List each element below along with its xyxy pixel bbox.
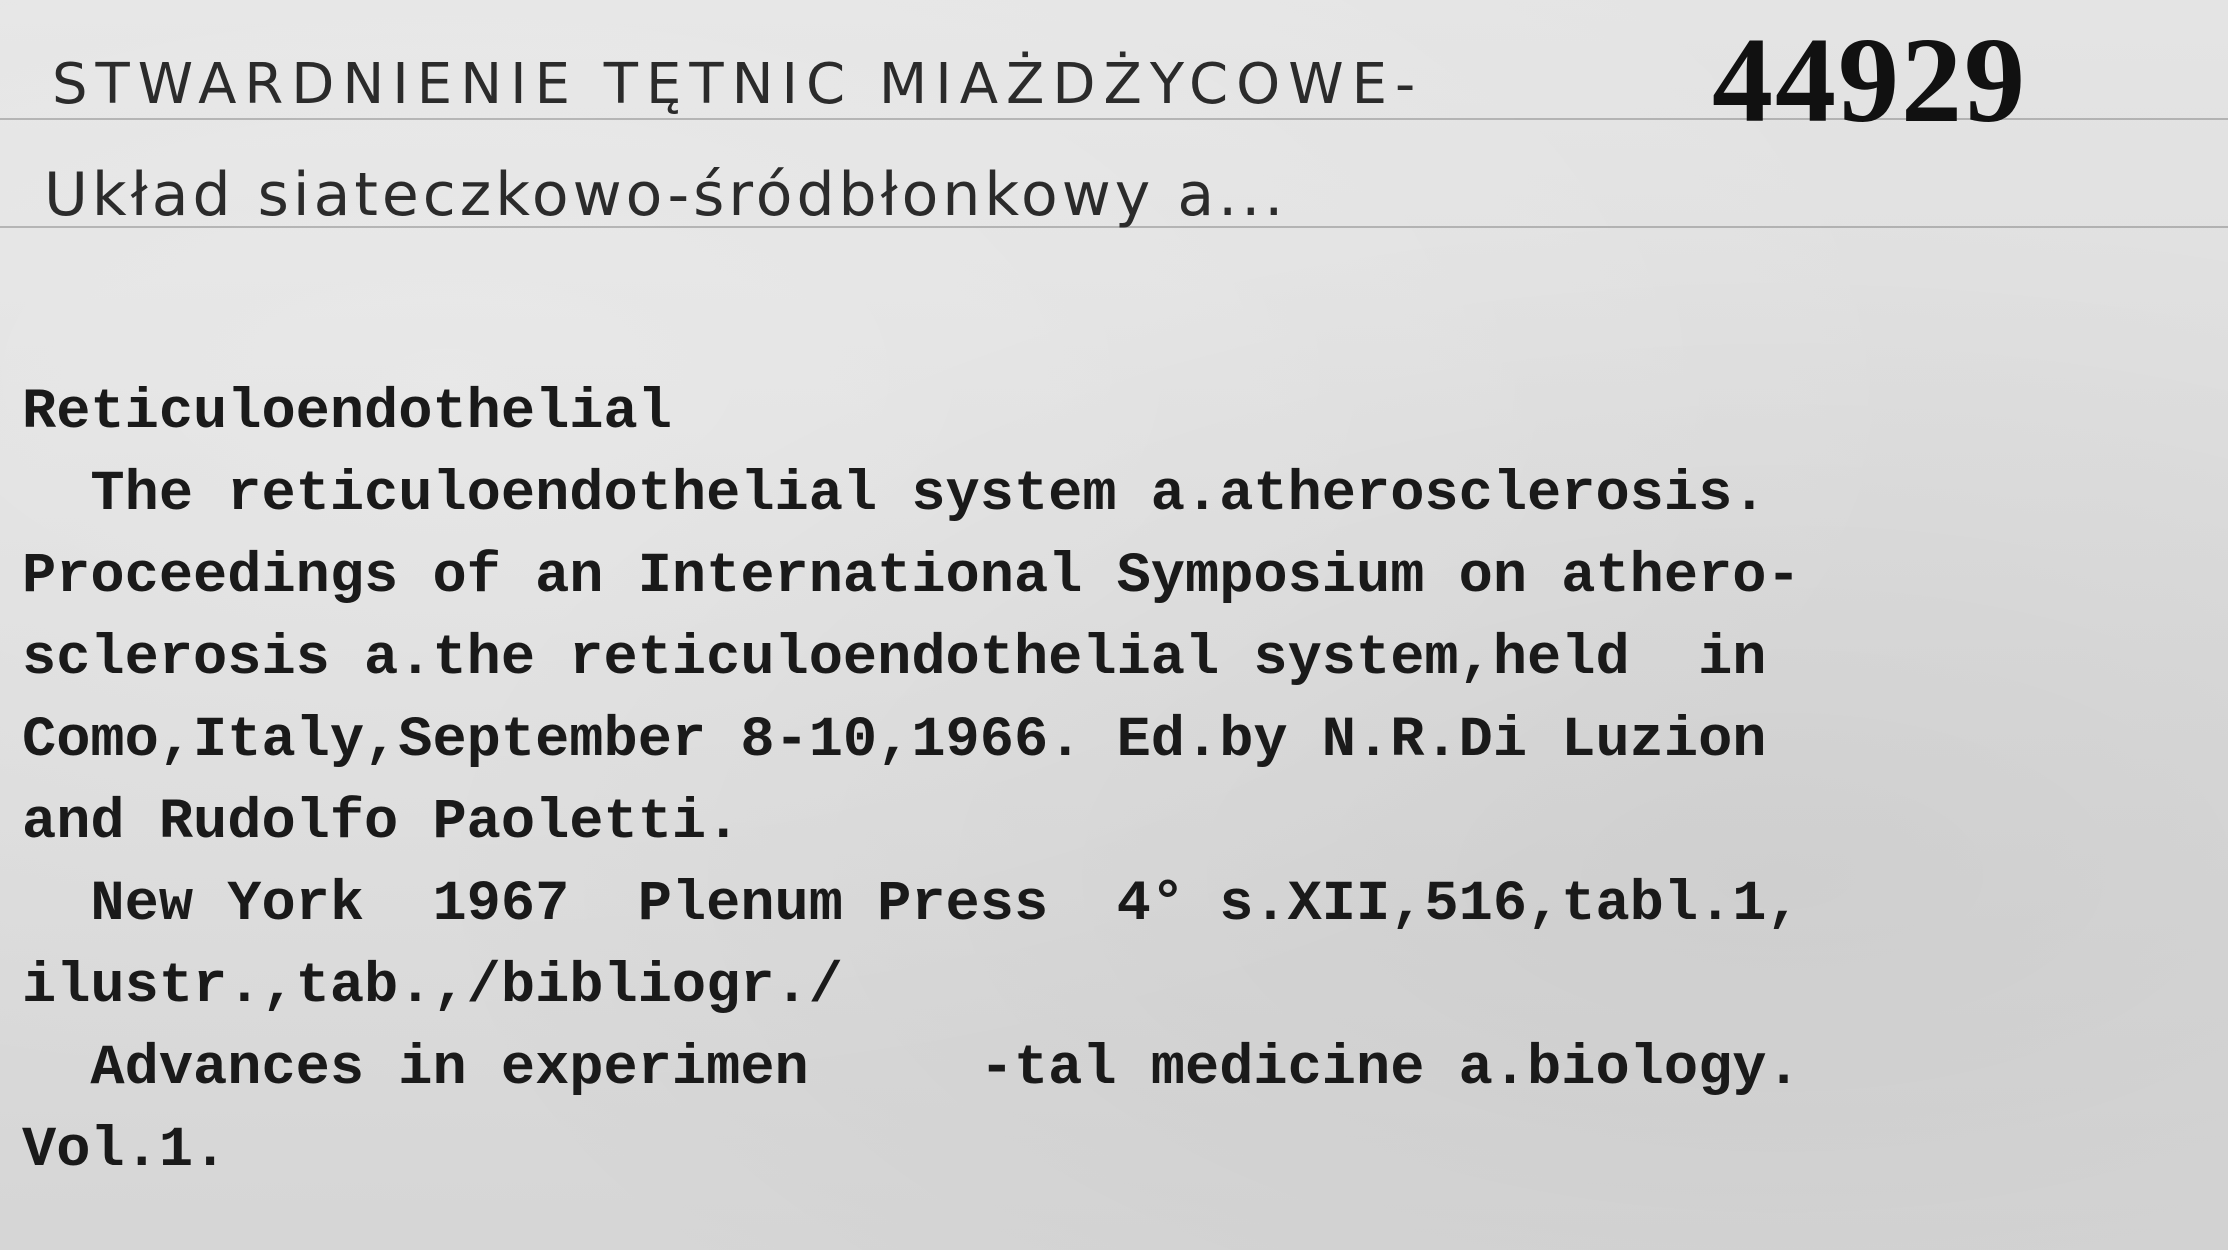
subject-heading: STWARDNIENIE TĘTNIC MIAŻDŻYCOWE- — [52, 52, 1424, 117]
subheading: Układ siateczkowo-śródbłonkowy a... — [44, 160, 1288, 230]
entry-line: Como,Italy,September 8-10,1966. Ed.by N.R.Di Luzion — [22, 709, 1767, 773]
entry-line: The reticuloendothelial system a.atherosclerosis. — [22, 463, 1767, 527]
entry-line: Vol.1. — [22, 1119, 228, 1183]
entry-line: ilustr.,tab.,/bibliogr./ — [22, 955, 843, 1019]
entry-line: Advances in experimen -tal medicine a.biology. — [22, 1037, 1801, 1101]
accession-number: 44929 — [1712, 13, 2027, 148]
entry-line: Proceedings of an International Symposium on athero- — [22, 545, 1801, 609]
entry-line: sclerosis a.the reticuloendothelial system,held in — [22, 627, 1767, 691]
typed-entry — [22, 372, 2208, 1192]
entry-line: Reticuloendothelial — [22, 381, 672, 445]
entry-line: New York 1967 Plenum Press 4° s.XII,516,tabl.1, — [22, 873, 1801, 937]
entry-line: and Rudolfo Paoletti. — [22, 791, 741, 855]
